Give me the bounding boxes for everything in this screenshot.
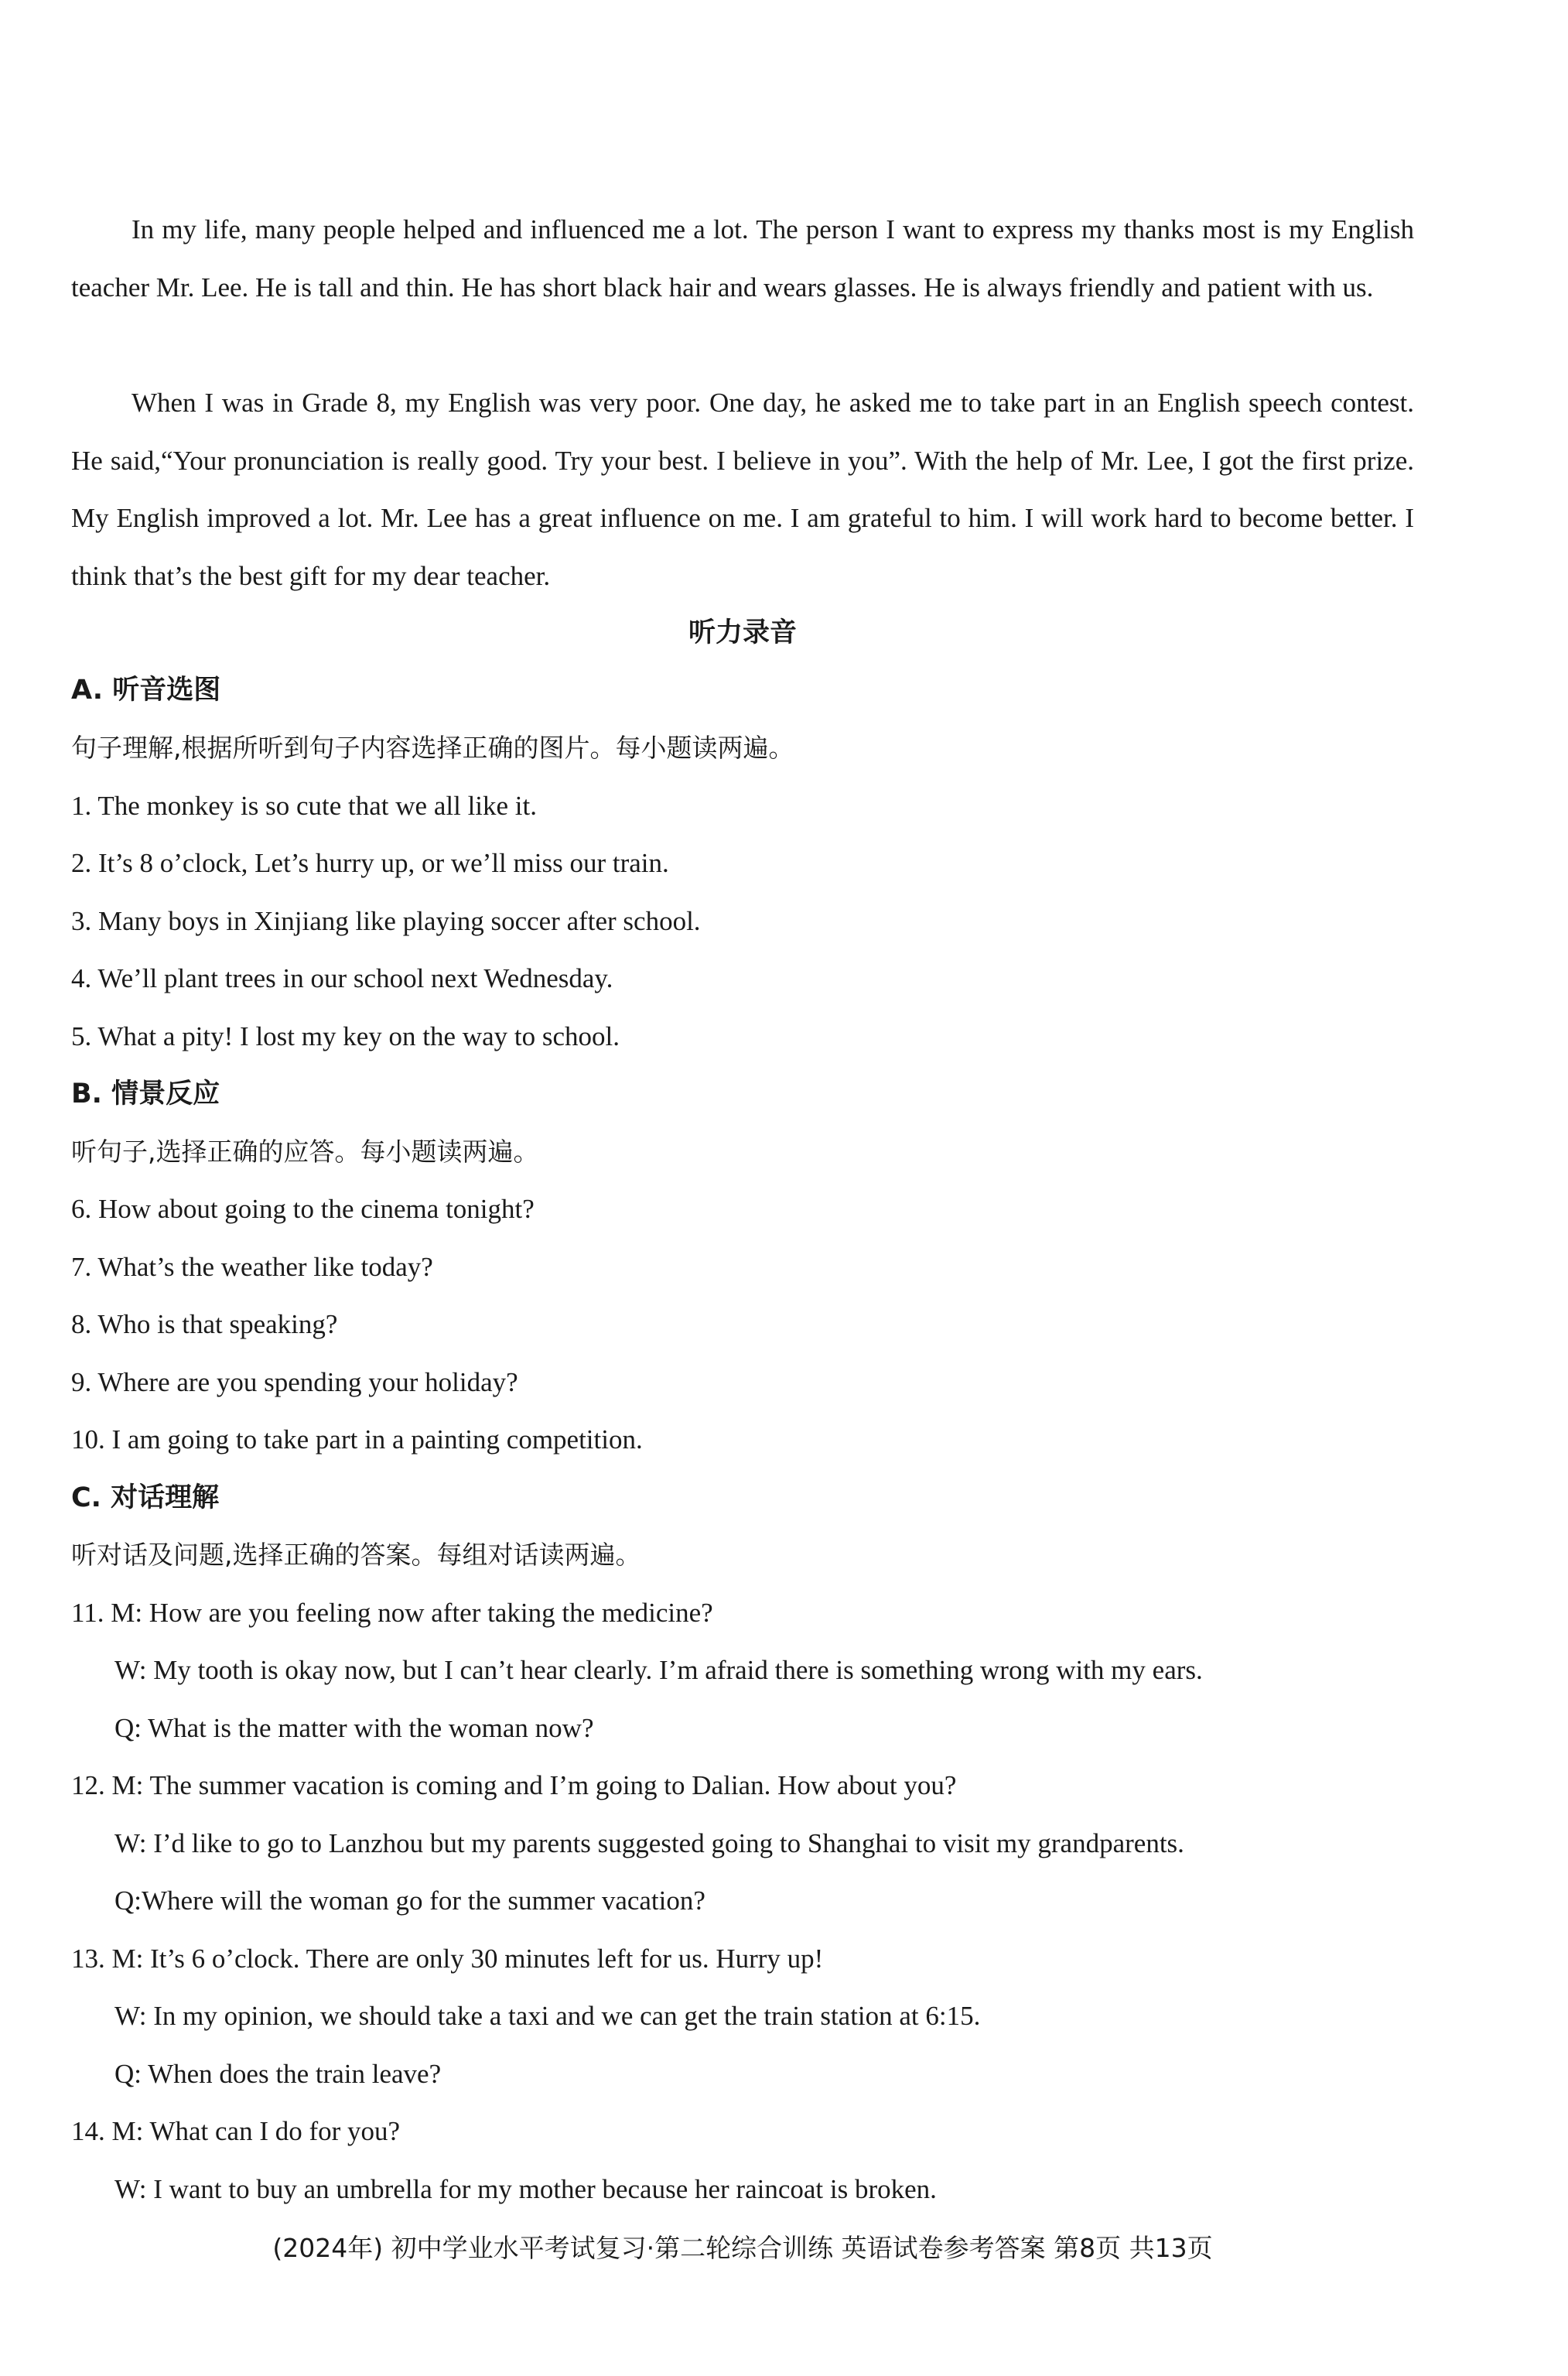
dialogue-line: 14. M: What can I do for you? [71,2116,401,2146]
part-a-instruction: 句子理解,根据所听到句子内容选择正确的图片。每小题读两遍。 [71,733,794,763]
part-a-item: 4. We’ll plant trees in our school next Wednesday. [71,963,613,993]
dialogue-line: 11. M: How are you feeling now after taking the medicine? [71,1598,713,1628]
dialogue-line: Q: What is the matter with the woman now? [114,1713,594,1743]
part-b-item: 7. What’s the weather like today? [71,1252,433,1282]
part-a-item: 1. The monkey is so cute that we all like it. [71,791,538,821]
part-a-item: 3. Many boys in Xinjiang like playing soccer after school. [71,906,701,936]
dialogue-line: 12. M: The summer vacation is coming and I’m going to Dalian. How about you? [71,1770,957,1800]
dialogue-line: Q:Where will the woman go for the summer vacation? [114,1885,705,1916]
part-c-heading: C. 对话理解 [71,1482,220,1513]
dialogue-line: W: In my opinion, we should take a taxi and we can get the train station at 6:15. [114,2001,981,2031]
part-b-item: 10. I am going to take part in a painting competition. [71,1424,643,1455]
dialogue-line: Q: When does the train leave? [114,2059,442,2089]
part-b-item: 6. How about going to the cinema tonight? [71,1194,535,1224]
part-b-instruction: 听句子,选择正确的应答。每小题读两遍。 [71,1137,539,1167]
part-c-instruction: 听对话及问题,选择正确的答案。每组对话读两遍。 [71,1540,641,1570]
part-a-item: 2. It’s 8 o’clock, Let’s hurry up, or we’ll miss our train. [71,848,669,878]
dialogue-line: W: I want to buy an umbrella for my mother because her raincoat is broken. [114,2174,937,2204]
part-a-item: 5. What a pity! I lost my key on the way to school. [71,1021,620,1051]
dialogue-line: W: I’d like to go to Lanzhou but my parents suggested going to Shanghai to visit my grandparents. [114,1828,1184,1858]
part-b-item: 8. Who is that speaking? [71,1309,338,1339]
section-title: 听力录音 [688,617,797,648]
dialogue-line: 13. M: It’s 6 o’clock. There are only 30 minutes left for us. Hurry up! [71,1944,824,1974]
essay-paragraph-1: In my life, many people helped and influenced me a lot. The person I want to express my thanks most is my English teacher Mr. Lee. He is tall and thin. He has short black hair and wears glasses. He is always friendly and patient with us. [71,214,1414,303]
dialogue-line: W: My tooth is okay now, but I can’t hear clearly. I’m afraid there is something wrong with my ears. [114,1655,1203,1685]
page-footer: (2024年) 初中学业水平考试复习·第二轮综合训练 英语试卷参考答案 第8页 共13页 [272,2233,1213,2263]
part-b-item: 9. Where are you spending your holiday? [71,1367,518,1397]
part-a-heading: A. 听音选图 [71,675,221,706]
essay-paragraph-2: When I was in Grade 8, my English was very poor. One day, he asked me to take part in an English speech contest. He said,“Your pronunciation is really good. Try your best. I believe in you”. With the help of Mr. Lee, I got the first prize. My English improved a lot. Mr. Lee has a great influence on me. I am grateful to him. I will work hard to become better. I think that’s the best gift for my dear teacher. [71,388,1414,591]
part-b-heading: B. 情景反应 [71,1079,220,1109]
